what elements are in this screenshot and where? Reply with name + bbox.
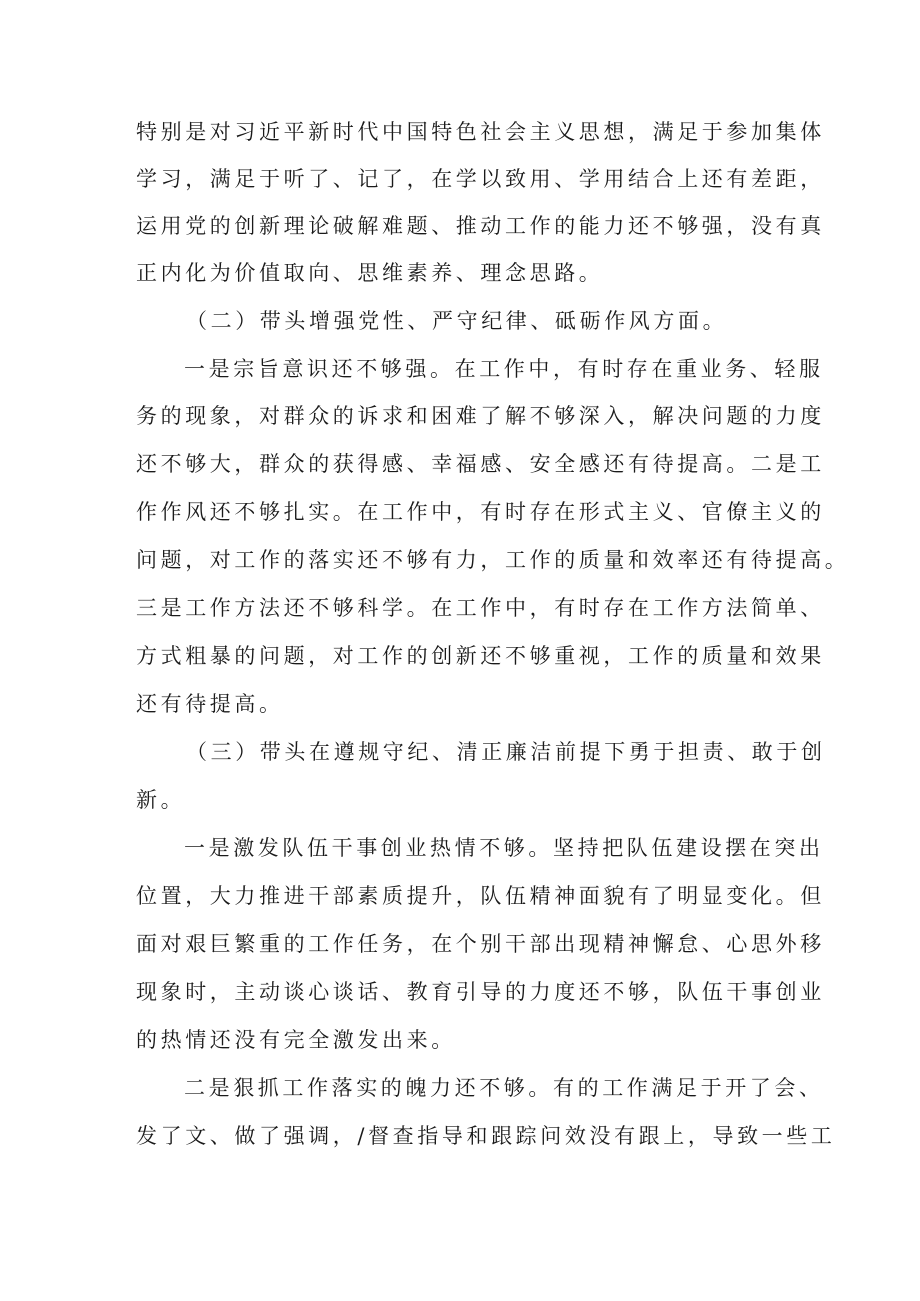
body-text-line: 还有待提高。 [136, 692, 284, 716]
body-text-line: 三是工作方法还不够科学。在工作中，有时存在工作方法简单、 [136, 596, 825, 620]
body-text-line: 二是狠抓工作落实的魄力还不够。有的工作满足于开了会、 [184, 1076, 824, 1100]
body-text-line: 的热情还没有完全激发出来。 [136, 1028, 456, 1052]
body-text-line: 发了文、做了强调，/督查指导和跟踪问效没有跟上，导致一些工 [136, 1124, 836, 1148]
body-text-line: 现象时，主动谈心谈话、教育引导的力度还不够，队伍干事创业 [136, 980, 825, 1004]
body-text-line: 位置，大力推进干部素质提升，队伍精神面貌有了明显变化。但 [136, 884, 825, 908]
body-text-line: 方式粗暴的问题，对工作的创新还不够重视，工作的质量和效果 [136, 644, 825, 668]
body-text-line: 面对艰巨繁重的工作任务，在个别干部出现精神懈怠、心思外移 [136, 932, 825, 956]
body-text-line: 问题，对工作的落实还不够有力，工作的质量和效率还有待提高。 [136, 548, 850, 572]
body-text-line: 作作风还不够扎实。在工作中，有时存在形式主义、官僚主义的 [136, 500, 825, 524]
body-text-line: 务的现象，对群众的诉求和困难了解不够深入，解决问题的力度 [136, 404, 825, 428]
section-heading-continued: 新。 [136, 788, 186, 812]
body-text-line: 学习，满足于听了、记了，在学以致用、学用结合上还有差距， [136, 167, 825, 191]
section-heading: （二）带头增强党性、严守纪律、砥砺作风方面。 [186, 309, 728, 333]
section-heading: （三）带头在遵规守纪、清正廉洁前提下勇于担责、敢于创 [186, 740, 826, 764]
body-text-line: 一是激发队伍干事创业热情不够。坚持把队伍建设摆在突出 [184, 836, 824, 860]
body-text-line: 一是宗旨意识还不够强。在工作中，有时存在重业务、轻服 [184, 357, 824, 381]
body-text-line: 正内化为价值取向、思维素养、理念思路。 [136, 261, 604, 285]
body-text-line: 还不够大，群众的获得感、幸福感、安全感还有待提高。二是工 [136, 452, 825, 476]
body-text-line: 运用党的创新理论破解难题、推动工作的能力还不够强，没有真 [136, 214, 825, 238]
body-text-line: 特别是对习近平新时代中国特色社会主义思想，满足于参加集体 [136, 120, 825, 144]
